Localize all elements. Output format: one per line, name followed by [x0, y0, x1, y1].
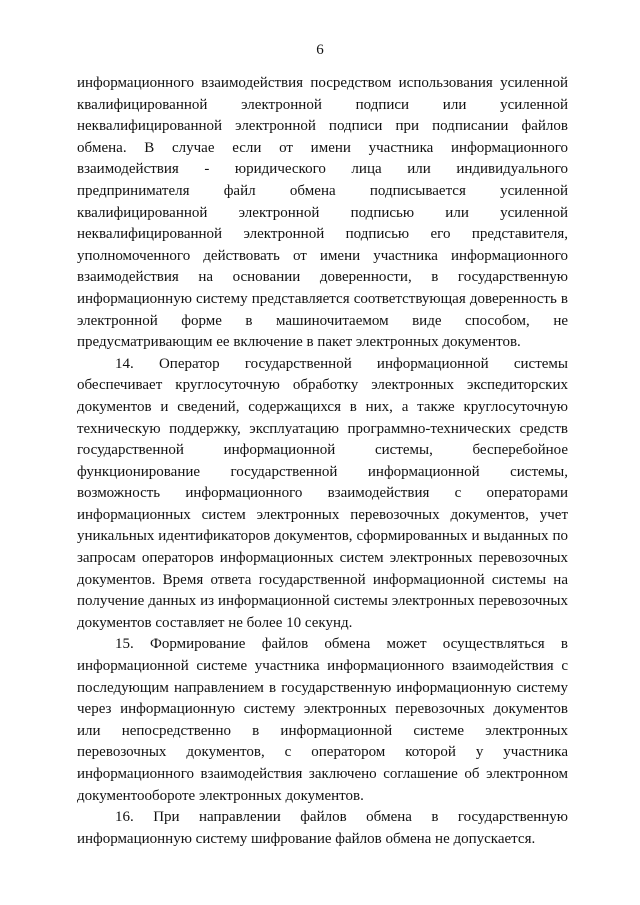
paragraph-item-16: 16. При направлении файлов обмена в государственную информационную систему шифрование файлов обмена не допускается. [77, 809, 568, 847]
paragraph-item-15: 15. Формирование файлов обмена может осуществляться в информационной системе участника информационного взаимодействия с последующим направлением в государственную информационную систему через информационную систему электронных перевозочных документов или непосредственно в информационной системе электронных перевозочных документов, с оператором которой у участника информационного взаимодействия заключено соглашение об электронном документообороте электронных документов. [77, 636, 568, 804]
document-body [77, 73, 568, 850]
paragraph-continuation: информационного взаимодействия посредством использования усиленной квалифицированной электронной подписи или усиленной неквалифицированной электронной подписи при подписании файлов обмена. В случае если от имени участника информационного взаимодействия - юридического лица или индивидуального предпринимателя файл обмена подписывается усиленной квалифицированной электронной подписью или усиленной неквалифицированной электронной подписью его представителя, уполномоченного действовать от имени участника информационного взаимодействия на основании доверенности, в государственную информационную систему представляется соответствующая доверенность в электронной форме в машиночитаемом виде способом, не предусматривающим ее включение в пакет электронных документов. [77, 75, 568, 351]
paragraph-item-14: 14. Оператор государственной информационной системы обеспечивает круглосуточную обработку электронных экспедиторских документов и сведений, содержащихся в них, а также круглосуточную техническую поддержку, эксплуатацию программно-технических средств государственной информационной системы, бесперебойное функционирование государственной информационной системы, возможность информационного взаимодействия с операторами информационных систем электронных перевозочных документов, учет уникальных идентификаторов документов, сформированных и выданных по запросам операторов информационных систем электронных перевозочных документов. Время ответа государственной информационной системы на получение данных из информационной системы электронных перевозочных документов составляет не более 10 секунд. [77, 355, 568, 631]
page-number: 6 [316, 42, 324, 58]
